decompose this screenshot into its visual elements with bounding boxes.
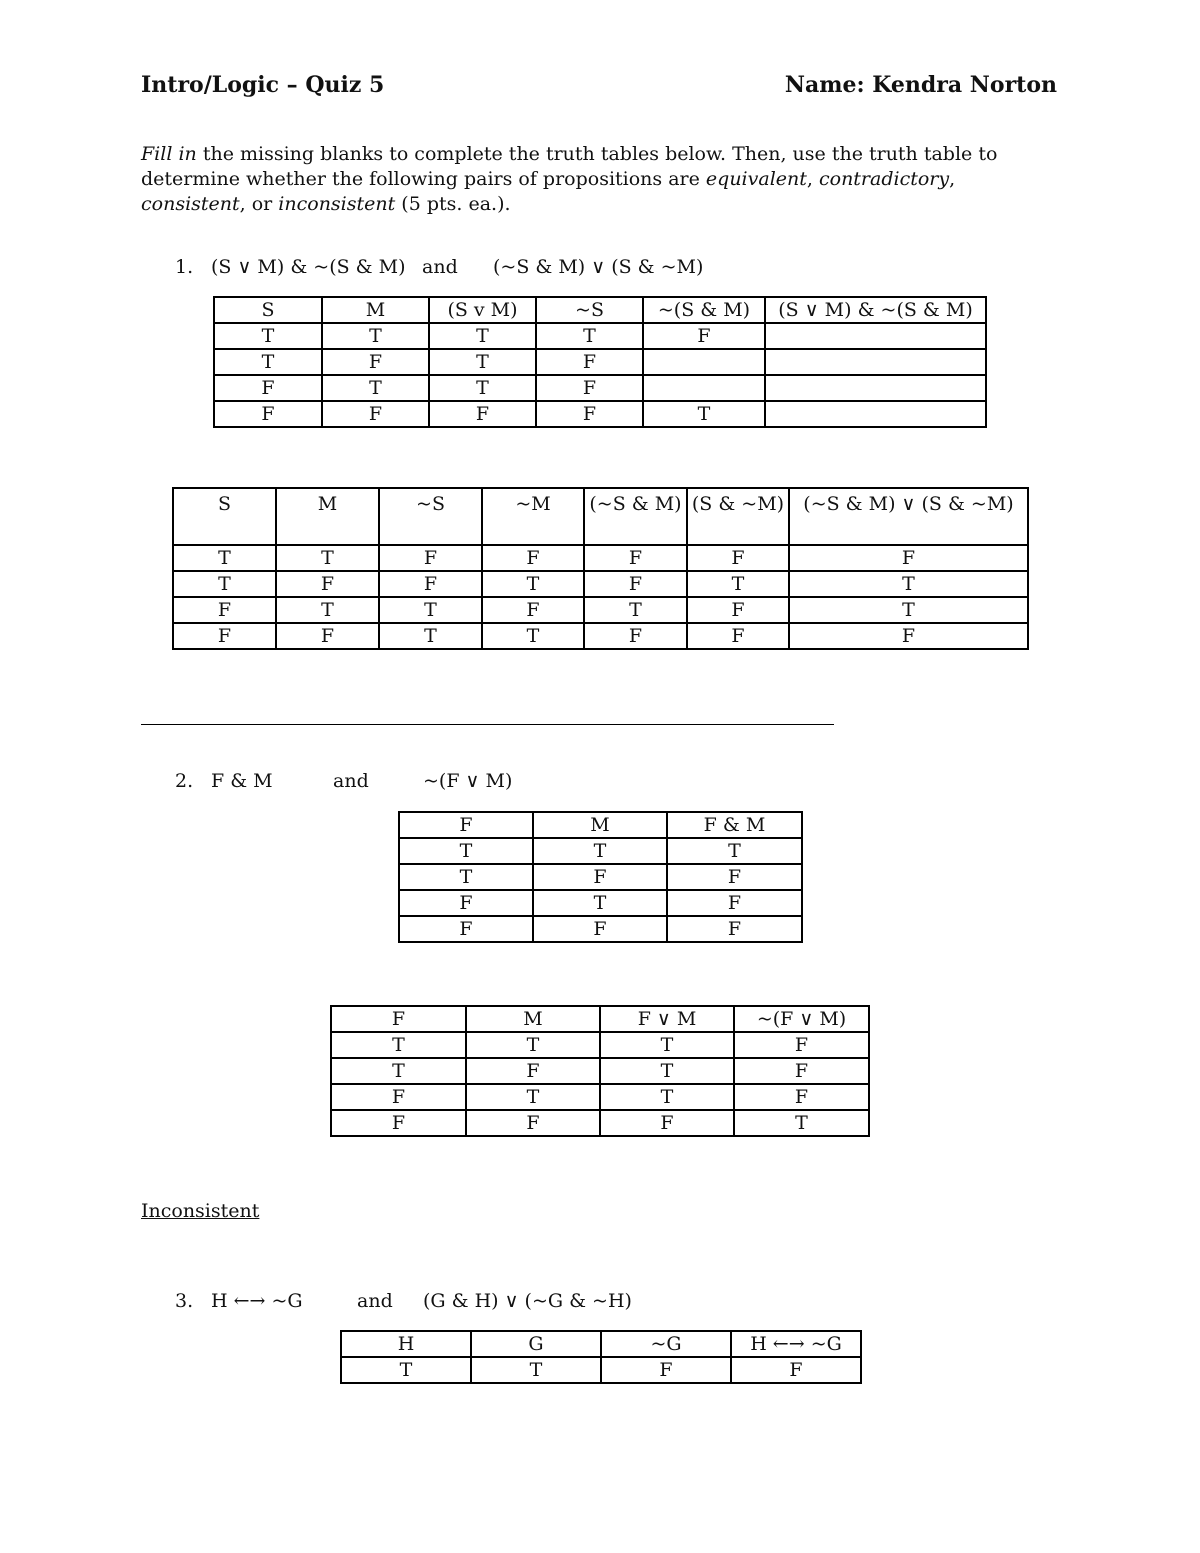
blank-cell[interactable] [643,349,765,375]
q1-left-proposition: (S ∨ M) & ~(S & M) [211,256,406,278]
truth-value-cell: T [276,545,379,571]
column-header: ~(F ∨ M) [734,1006,869,1032]
truth-value-cell: F [379,571,482,597]
truth-value-cell: F [734,1058,869,1084]
truth-value-cell: F [482,545,584,571]
table-row [341,1357,861,1383]
truth-value-cell: T [600,1084,734,1110]
q3-number: 3. [175,1290,194,1312]
truth-value-cell: F [533,864,667,890]
truth-value-cell: T [379,597,482,623]
truth-value-cell: F [687,597,789,623]
truth-value-cell: T [429,323,536,349]
column-header: (S & ~M) [687,488,789,545]
table-row [399,838,802,864]
truth-value-cell: F [276,623,379,649]
q2-truth-table-b [330,1005,870,1137]
q2-answer: Inconsistent [141,1200,260,1222]
blank-cell[interactable] [765,349,986,375]
instr-sep: , [806,168,819,190]
truth-value-cell: T [322,323,429,349]
instr-contradictory: contradictory [818,168,950,190]
student-name: Name: Kendra Norton [784,72,1057,98]
truth-value-cell: F [536,349,643,375]
table-row [214,349,986,375]
truth-value-cell: F [584,571,687,597]
q3-and: and [357,1290,393,1312]
instr-fill-in: Fill in [141,143,197,165]
table-row [331,1084,869,1110]
truth-value-cell: T [322,375,429,401]
truth-value-cell: T [276,597,379,623]
truth-value-cell: F [379,545,482,571]
column-header: ~(S & M) [643,297,765,323]
truth-value-cell: T [429,375,536,401]
truth-value-cell: F [789,623,1028,649]
table-row [331,1110,869,1136]
truth-value-cell: F [731,1357,861,1383]
blank-cell[interactable] [765,401,986,427]
truth-value-cell: F [482,597,584,623]
truth-value-cell: T [533,890,667,916]
truth-value-cell: T [331,1032,466,1058]
q3-truth-table [340,1330,862,1384]
truth-value-cell: F [536,375,643,401]
column-header: (~S & M) [584,488,687,545]
truth-value-cell: F [643,323,765,349]
truth-value-cell: T [600,1058,734,1084]
truth-value-cell: F [173,597,276,623]
truth-value-cell: T [584,597,687,623]
truth-value-cell: F [601,1357,731,1383]
table-header-row [214,297,986,323]
column-header: H [341,1331,471,1357]
truth-value-cell: F [399,890,533,916]
instr-inconsistent: inconsistent [278,193,396,215]
column-header: H ←→ ~G [731,1331,861,1357]
q3-right-proposition: (G & H) ∨ (~G & ~H) [423,1290,632,1312]
q1-right-proposition: (~S & M) ∨ (S & ~M) [493,256,704,278]
instructions [141,142,1061,217]
truth-value-cell: T [173,545,276,571]
table-row [214,323,986,349]
truth-value-cell: T [471,1357,601,1383]
truth-value-cell: T [482,623,584,649]
instr-equivalent: equivalent [705,168,807,190]
truth-value-cell: F [322,349,429,375]
column-header: S [173,488,276,545]
truth-value-cell: T [341,1357,471,1383]
column-header: ~G [601,1331,731,1357]
truth-value-cell: T [379,623,482,649]
truth-value-cell: F [466,1110,600,1136]
truth-value-cell: T [687,571,789,597]
truth-value-cell: F [331,1110,466,1136]
truth-value-cell: F [687,623,789,649]
table-row [214,401,986,427]
table-header-row [399,812,802,838]
q2-left-proposition: F & M [211,770,273,792]
truth-value-cell: T [214,323,322,349]
column-header: M [322,297,429,323]
truth-value-cell: F [584,623,687,649]
q1-truth-table-b [172,487,1029,650]
truth-value-cell: T [789,597,1028,623]
truth-value-cell: T [429,349,536,375]
column-header: F ∨ M [600,1006,734,1032]
truth-value-cell: F [687,545,789,571]
truth-value-cell: F [399,916,533,942]
table-row [173,597,1028,623]
column-header: M [276,488,379,545]
q1-and: and [422,256,458,278]
truth-value-cell: T [466,1032,600,1058]
truth-value-cell: F [322,401,429,427]
truth-value-cell: F [466,1058,600,1084]
column-header: F [399,812,533,838]
truth-value-cell: F [600,1110,734,1136]
column-header: M [533,812,667,838]
instr-text: the missing blanks to complete the truth tables below. Then, use the truth table to determine whether the following pairs of propositions are [141,143,998,190]
table-row [173,623,1028,649]
truth-value-cell: F [533,916,667,942]
column-header: S [214,297,322,323]
q2-right-proposition: ~(F ∨ M) [423,770,513,792]
q1-number: 1. [175,256,194,278]
truth-value-cell: T [789,571,1028,597]
table-header-row [173,488,1028,545]
truth-value-cell: T [399,838,533,864]
truth-value-cell: F [536,401,643,427]
truth-value-cell: T [214,349,322,375]
table-row [399,916,802,942]
table-row [173,571,1028,597]
table-row [331,1058,869,1084]
column-header: F [331,1006,466,1032]
q3-left-proposition: H ←→ ~G [211,1290,303,1312]
truth-value-cell: T [734,1110,869,1136]
column-header: M [466,1006,600,1032]
truth-value-cell: T [399,864,533,890]
truth-value-cell: F [734,1032,869,1058]
truth-value-cell: T [466,1084,600,1110]
table-row [214,375,986,401]
instr-points: (5 pts. ea.). [395,193,511,215]
column-header: ~S [536,297,643,323]
q2-number: 2. [175,770,194,792]
truth-value-cell: T [331,1058,466,1084]
column-header: ~M [482,488,584,545]
truth-value-cell: F [214,401,322,427]
blank-cell[interactable] [643,375,765,401]
truth-value-cell: T [643,401,765,427]
instr-consistent: consistent [141,193,240,215]
blank-cell[interactable] [765,375,986,401]
table-header-row [331,1006,869,1032]
truth-value-cell: F [214,375,322,401]
table-row [399,864,802,890]
table-row [173,545,1028,571]
table-header-row [341,1331,861,1357]
truth-value-cell: F [667,890,802,916]
column-header: G [471,1331,601,1357]
truth-value-cell: T [173,571,276,597]
truth-value-cell: T [600,1032,734,1058]
truth-value-cell: F [667,864,802,890]
truth-value-cell: T [533,838,667,864]
column-header: (S v M) [429,297,536,323]
truth-value-cell: T [667,838,802,864]
truth-value-cell: T [536,323,643,349]
truth-value-cell: F [429,401,536,427]
instr-sep: , or [239,193,279,215]
truth-value-cell: F [734,1084,869,1110]
table-row [399,890,802,916]
column-header: (~S & M) ∨ (S & ~M) [789,488,1028,545]
quiz-title: Intro/Logic – Quiz 5 [141,72,385,98]
q2-truth-table-a [398,811,803,943]
q1-truth-table-a [213,296,987,428]
truth-value-cell: T [482,571,584,597]
truth-value-cell: F [173,623,276,649]
truth-value-cell: F [276,571,379,597]
truth-value-cell: F [789,545,1028,571]
truth-value-cell: F [331,1084,466,1110]
instr-sep: , [949,168,956,190]
section-divider [141,724,834,725]
table-row [331,1032,869,1058]
q2-and: and [333,770,369,792]
column-header: ~S [379,488,482,545]
truth-value-cell: F [584,545,687,571]
column-header: (S ∨ M) & ~(S & M) [765,297,986,323]
blank-cell[interactable] [765,323,986,349]
column-header: F & M [667,812,802,838]
truth-value-cell: F [667,916,802,942]
